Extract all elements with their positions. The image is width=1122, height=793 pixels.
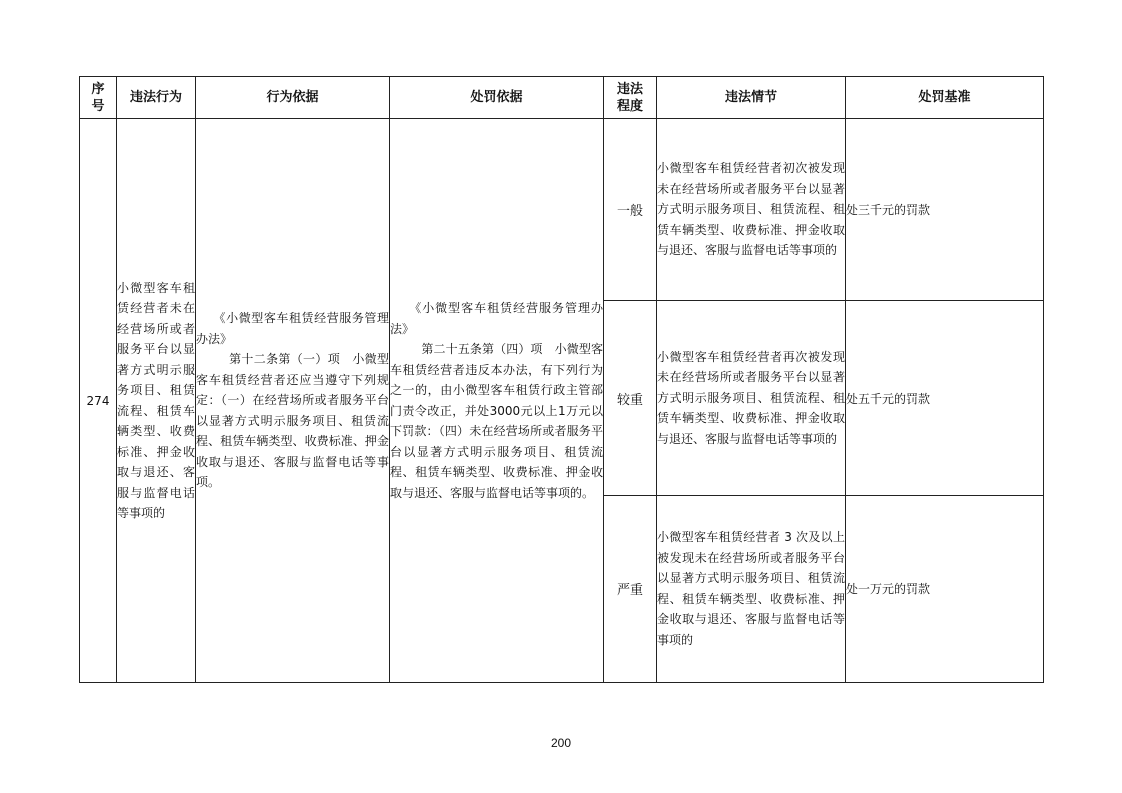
degree-serious: 较重 <box>604 301 657 495</box>
header-penalty-standard: 处罚基准 <box>846 77 1044 119</box>
circumstance-general: 小微型客车租赁经营者初次被发现未在经营场所或者服务平台以显著方式明示服务项目、租赁流程、租赁车辆类型、收费标准、押金收取与退还、客服与监督电话等事项的 <box>657 119 846 301</box>
header-violation-circumstance: 违法情节 <box>657 77 846 119</box>
violation-description: 小微型客车租赁经营者未在经营场所或者服务平台以显著方式明示服务项目、租赁流程、租赁车辆类型、收费标准、押金收取与退还、客服与监督电话等事项的 <box>117 119 196 683</box>
standard-serious: 处五千元的罚款 <box>846 301 1044 495</box>
penalty-basis: 《小微型客车租赁经营服务管理办法》 第二十五条第（四）项 小微型客车租赁经营者违反本办法，有下列行为之一的，由小微型客车租赁行政主管部门责令改正，并处3000元以上1万元以下罚款：（四）未在经营场所或者服务平台以显著方式明示服务项目、租赁流程、租赁车辆类型、收费标准、押金收取与退还、客服与监督电话等事项的。 <box>390 119 604 683</box>
serial-number: 274 <box>80 119 117 683</box>
standard-severe: 处一万元的罚款 <box>846 495 1044 682</box>
degree-severe: 严重 <box>604 495 657 682</box>
standard-general: 处三千元的罚款 <box>846 119 1044 301</box>
circumstance-serious: 小微型客车租赁经营者再次被发现未在经营场所或者服务平台以显著方式明示服务项目、租赁流程、租赁车辆类型、收费标准、押金收取与退还、客服与监督电话等事项的 <box>657 301 846 495</box>
page-number: 200 <box>550 736 572 750</box>
header-conduct-basis: 行为依据 <box>196 77 390 119</box>
conduct-basis: 《小微型客车租赁经营服务管理办法》 第十二条第（一）项 小微型客车租赁经营者还应当遵守下列规定：（一）在经营场所或者服务平台以显著方式明示服务项目、租赁流程、租赁车辆类型、收费标准、押金收取与退还、客服与监督电话等事项。 <box>196 119 390 683</box>
header-serial-number: 序 号 <box>80 77 117 119</box>
table-row <box>80 119 1044 301</box>
header-violation: 违法行为 <box>117 77 196 119</box>
table-header-row <box>80 77 1044 119</box>
circumstance-severe: 小微型客车租赁经营者 3 次及以上被发现未在经营场所或者服务平台以显著方式明示服务项目、租赁流程、租赁车辆类型、收费标准、押金收取与退还、客服与监督电话等事项的 <box>657 495 846 682</box>
enforcement-standard-table <box>79 76 1044 683</box>
degree-general: 一般 <box>604 119 657 301</box>
header-violation-degree: 违法 程度 <box>604 77 657 119</box>
header-penalty-basis: 处罚依据 <box>390 77 604 119</box>
